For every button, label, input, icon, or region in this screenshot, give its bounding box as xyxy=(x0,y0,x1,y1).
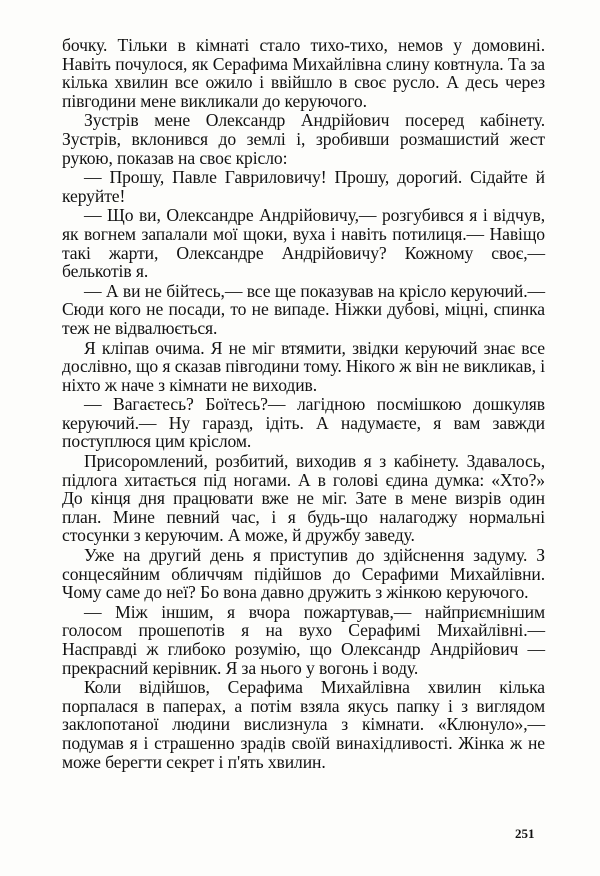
paragraph: Присоромлений, розбитий, виходив я з кабінету. Здавалось, підлога хитається під ногами. А в голові єдина думка: «Хто?» До кінця дня працювати вже не міг. Зате в мене визрів один план. Мине певний час, і я будь-що налагоджу нормальні стосунки з керуючим. А може, й дружбу заведу. xyxy=(62,451,545,546)
paragraph: — Вагаєтесь? Боїтесь?— лагідною посмішкою дошкуляв керуючий.— Ну гаразд, ідіть. А надумаєте, я вам завжди поступлюся цим кріслом. xyxy=(62,394,545,452)
paragraph: Коли відійшов, Серафима Михайлівна хвилин кілька порпалася в паперах, а потім взяла якусь папку і з виглядом заклопотаної людини вислизнула з кімнати. «Клюнуло»,— подумав я і страшенно зрадів своїй винахідливості. Жінка ж не може берегти секрет і п'ять хвилин. xyxy=(62,677,545,772)
paragraph: — Що ви, Олександре Андрійовичу,— розгубився я і відчув, як вогнем запалали мої щоки, вуха і навіть потилиця.— Навіщо такі жарти, Олександре Андрійовичу? Кожному своє,— белькотів я. xyxy=(62,205,545,282)
paragraph: Уже на другий день я приступив до здійснення задуму. З сонцесяйним обличчям підійшов до Серафими Михайлівни. Чому саме до неї? Бо вона давно дружить з жінкою керуючого. xyxy=(62,545,545,603)
paragraph: — Прошу, Павле Гавриловичу! Прошу, дорогий. Сідайте й керуйте! xyxy=(62,167,545,206)
paragraph: — А ви не бійтесь,— все ще показував на крісло керуючий.— Сюди кого не посади, то не випаде. Ніжки дубові, міцні, спинка теж не відвалюється. xyxy=(62,280,545,338)
page-number: 251 xyxy=(515,826,535,841)
paragraph: Я кліпав очима. Я не міг втямити, звідки керуючий знає все дослівно, що я сказав півгодини тому. Нікого ж він не викликав, і ніхто ж наче з кімнати не виходив. xyxy=(62,337,545,395)
paragraph: Зустрів мене Олександр Андрійович посеред кабінету. Зустрів, вклонився до землі і, зробивши розмашистий жест рукою, показав на своє крісло: xyxy=(62,110,545,168)
paragraph: — Між іншим, я вчора пожартував,— найприємнішим голосом прошепотів я на вухо Серафимі Михайлівні.— Насправді ж глибоко розумію, що Олександр Андрійович — прекрасний керівник. Я за нього у вогонь і воду. xyxy=(62,601,545,678)
paragraph: бочку. Тільки в кімнаті стало тихо-тихо, немов у домовині. Навіть почулося, як Серафима Михайлівна слину ковтнула. Та за кілька хвилин все ожило і ввійшло в своє русло. А десь через півгодини мене викликали до керуючого. xyxy=(62,35,545,111)
page-text xyxy=(62,36,545,772)
